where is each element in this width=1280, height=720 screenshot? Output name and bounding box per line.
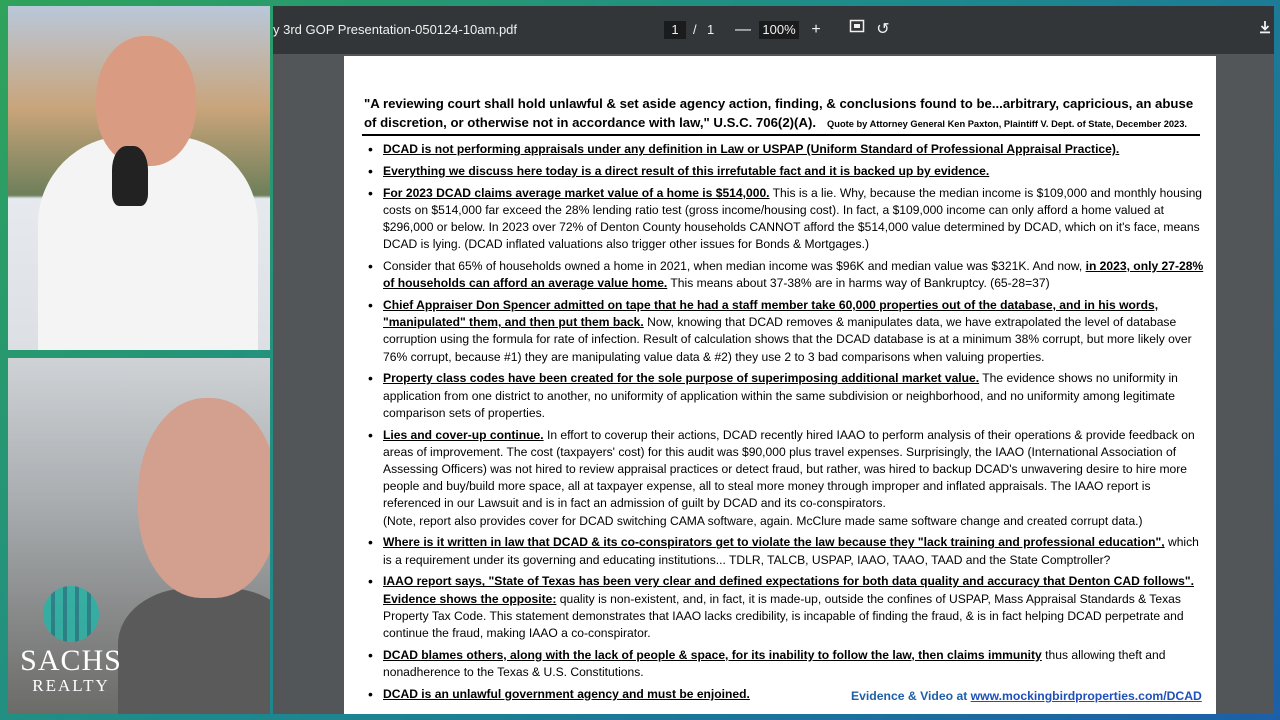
page-number-input[interactable]: 1 (664, 21, 686, 39)
bullet-list (383, 141, 1205, 708)
footer-evidence (851, 689, 1202, 703)
page-separator: / (693, 22, 697, 37)
host-body (38, 136, 258, 350)
globe-logo-icon (43, 586, 99, 642)
list-item: • DCAD blames others, along with the lack of people & space, for its inability to follow the law, then claims immunity thus allowing theft and nonadherence to the Texas & U.S. Constitutions. (383, 647, 1205, 681)
guest-video-feed (8, 358, 270, 714)
list-item: • Lies and cover-up continue. In effort to coverup their actions, DCAD recently hired IAAO to perform analysis of their operations & provide feedback on areas of improvement. The cost (taxpayers' cost) for this audit was $90,000 plus travel expenses. Surprisingly, the IAAO (International Association of Assessing Officers) was not hired to review appraisal practices or detect fraud, but rather, was hired to backup DCAD's unwavering desire to hire more people and buy/build more space, all at taxpayer expense, all to steal more money through improper and inflated appraisals. The IAAO report is referenced in our Lawsuit and is in fact an admission of guilt by DCAD and its co-conspirators. (Note, report also provides cover for DCAD switching CAMA software, again. McClure made same software change and created corrupt data.) (383, 427, 1205, 530)
guest-body (118, 588, 270, 714)
quote-divider (362, 134, 1200, 136)
note-text: (Note, report also provides cover for DCAD switching CAMA software, again. McClure made same software change and created corrupt data.) (383, 513, 1143, 528)
plus-icon[interactable]: + (811, 21, 821, 38)
document-title: y 3rd GOP Presentation-050124-10am.pdf (273, 22, 518, 37)
footer-link[interactable]: www.mockingbirdproperties.com/DCAD (970, 689, 1202, 703)
download-icon[interactable] (1253, 18, 1274, 42)
list-item: • Everything we discuss here today is a direct result of this irrefutable fact and it is backed up by evidence. (383, 163, 1205, 180)
fit-page-icon[interactable] (845, 18, 869, 42)
list-item: • Chief Appraiser Don Spencer admitted on tape that he had a staff member take 60,000 properties out of the database, and in his words, "manipulated" them, and then put them back. Now, knowing that DCAD removes & manipulates data, we have extrapolated the level of database corruption using the formula for rate of infection. Result of calculation shows that the DCAD database is at a minimum 38% corrupt, but more likely over 76% corrupt, because #1) they are manipulating value data & #2) they use 2 to 3 bad comparisons when valuing properties. (383, 297, 1205, 366)
list-item: • Property class codes have been created for the sole purpose of superimposing additional market value. The evidence shows no uniformity in application from one district to another, no uniformity of application within the same subdivision or neighborhood, and no uniformity among legitimate comparison sets of properties. (383, 370, 1205, 422)
logo-name: SACHS (20, 644, 122, 677)
list-item: • For 2023 DCAD claims average market value of a home is $514,000. This is a lie. Why, because the median income is $109,000 and monthly housing costs on $514,000 far exceed the 28% lending ratio test (gross income/housing cost). In fact, a $109,000 income can only afford a home valued at $296,000 or below. In 2023 over 72% of Denton County households CANNOT afford the $514,000 value determined by DCAD, which on it's face, means DCAD is lying. (DCAD inflated valuations also trigger other issues for Bonds & Mortgages.) (383, 185, 1205, 254)
list-item: • IAAO report says, "State of Texas has been very clear and defined expectations for both data quality and accuracy that Denton CAD follows". Evidence shows the opposite: quality is non-existent, and, in fact, it is made-up, outside the confines of USPAP, Mass Appraisal Standards & Texas Property Tax Code. This statement demonstrates that IAAO lacks credibility, is incapable of finding the fraud, & is in fact helping DCAD perpetrate and continue the fraud, making IAAO a co-conspirator. (383, 573, 1205, 642)
host-video-feed (8, 6, 270, 350)
list-item: • DCAD is not performing appraisals under any definition in Law or USPAP (Uniform Standard of Professional Appraisal Practice). (383, 141, 1205, 158)
page-total: 1 (707, 22, 715, 37)
quote-body: "A reviewing court shall hold unlawful & set aside agency action, finding, & conclusions found to be...arbitrary, capricious, an abuse of discretion, or otherwise not in accordance with law," U.S.C. 706(2)(A). (364, 96, 1194, 130)
pdf-viewer (273, 6, 1274, 714)
guest-head (138, 398, 270, 598)
quote-text (364, 94, 1204, 134)
microphone-icon (112, 146, 148, 206)
minus-icon[interactable]: — (735, 21, 751, 38)
list-item: • DCAD is an unlawful government agency and must be enjoined. (383, 686, 1205, 703)
sachs-realty-logo (16, 586, 126, 696)
pdf-page (344, 56, 1216, 714)
list-item: • Consider that 65% of households owned a home in 2021, when median income was $96K and median value was $321K. And now, in 2023, only 27-28% of households can afford an average value home. This means about 37-38% are in harms way of Bankruptcy. (65-28=37) (383, 258, 1205, 292)
pdf-toolbar (273, 6, 1274, 54)
list-item: • Where is it written in law that DCAD & its co-conspirators get to violate the law because they "lack training and professional education", which is a requirement under its governing and educating institutions... TDLR, TALCB, USPAP, IAAO, TAAO, TAAD and the State Comptroller? (383, 534, 1205, 568)
zoom-level-input[interactable]: 100% (759, 21, 799, 39)
rotate-icon[interactable]: ↺ (876, 21, 890, 38)
logo-sub: REALTY (32, 676, 110, 695)
quote-credit: Quote by Attorney General Ken Paxton, Plaintiff V. Dept. of State, December 2023. (827, 119, 1187, 129)
footer-label: Evidence & Video at (851, 689, 971, 703)
host-head (96, 36, 196, 166)
